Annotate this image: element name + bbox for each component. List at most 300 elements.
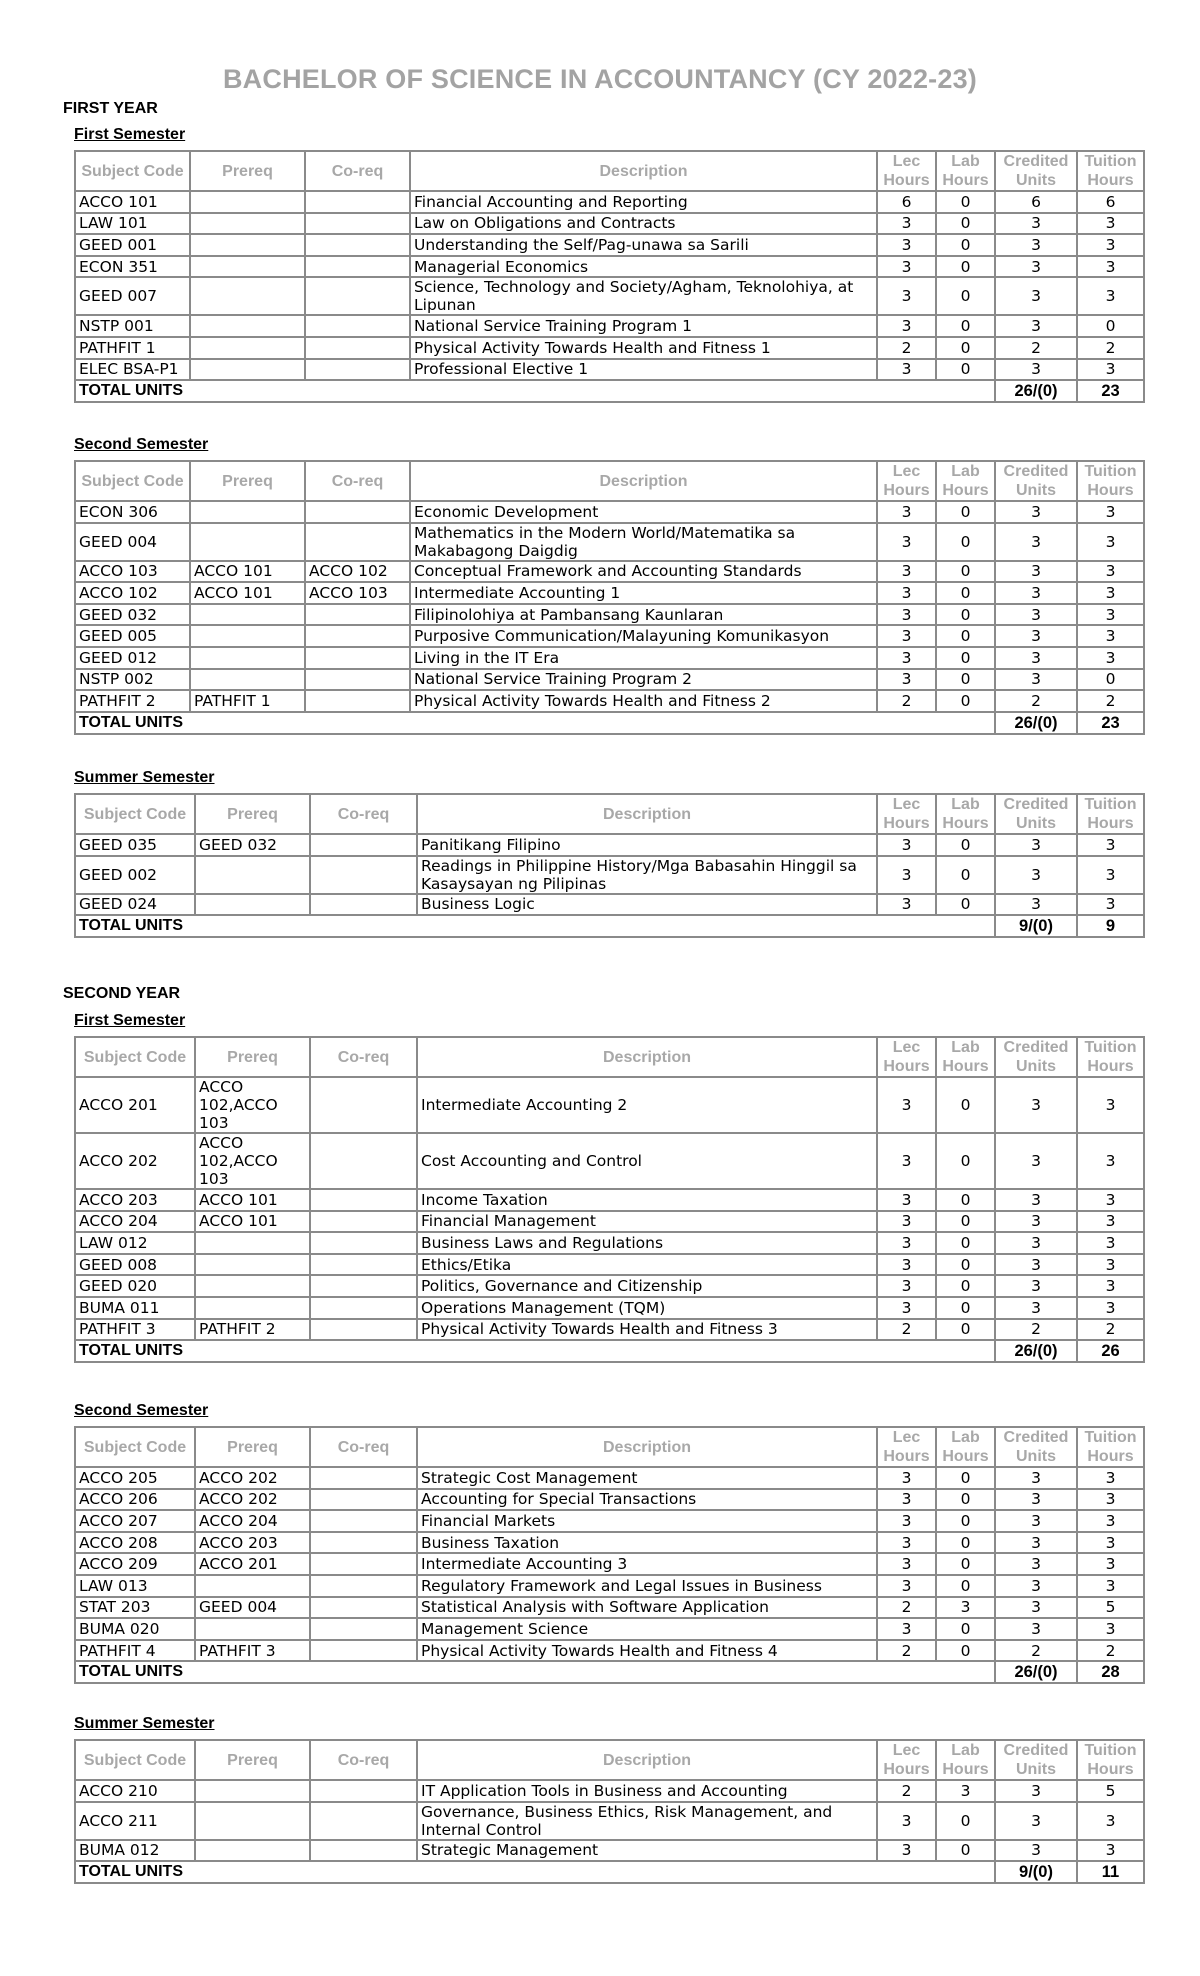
prereq-cell (195, 1802, 310, 1840)
credited-units-cell: 3 (995, 315, 1077, 337)
subject-code-header: Subject Code (75, 461, 190, 501)
description-cell: Ethics/Etika (417, 1254, 877, 1276)
table-row (75, 315, 1144, 337)
lab-hours-cell: 0 (936, 1640, 995, 1662)
subject-code-cell: ECON 306 (75, 501, 190, 523)
lec-hours-cell: 3 (877, 1467, 936, 1489)
coreq-cell (305, 604, 410, 626)
total-units-value: 9/(0) (995, 915, 1077, 937)
table-row (75, 191, 1144, 213)
lab-hours-cell: 0 (936, 1802, 995, 1840)
tuition-hours-header: Tuition Hours (1077, 1037, 1144, 1077)
lab-hours-header: Lab Hours (936, 1740, 995, 1780)
credited-units-cell: 3 (995, 1597, 1077, 1619)
lab-hours-cell: 3 (936, 1780, 995, 1802)
table-row (75, 1510, 1144, 1532)
lec-hours-header: Lec Hours (877, 794, 936, 834)
table-row (75, 337, 1144, 359)
coreq-cell (305, 359, 410, 381)
course-table (74, 793, 1145, 938)
tuition-hours-cell: 3 (1077, 256, 1144, 278)
total-row (75, 1661, 1144, 1683)
prereq-cell (190, 647, 305, 669)
coreq-cell (305, 234, 410, 256)
tuition-hours-cell: 3 (1077, 523, 1144, 561)
subject-code-cell: PATHFIT 2 (75, 690, 190, 712)
credited-units-cell: 3 (995, 234, 1077, 256)
subject-code-cell: STAT 203 (75, 1597, 195, 1619)
semester-heading: Second Semester (74, 1402, 209, 1419)
table-row (75, 690, 1144, 712)
prereq-cell: PATHFIT 2 (195, 1319, 310, 1341)
subject-code-cell: GEED 002 (75, 856, 195, 894)
subject-code-cell: ACCO 204 (75, 1211, 195, 1233)
prereq-cell: ACCO 102,ACCO 103 (195, 1077, 310, 1133)
prereq-cell: ACCO 202 (195, 1489, 310, 1511)
lec-hours-cell: 3 (877, 1510, 936, 1532)
credited-units-cell: 3 (995, 523, 1077, 561)
description-cell: Politics, Governance and Citizenship (417, 1275, 877, 1297)
subject-code-cell: GEED 008 (75, 1254, 195, 1276)
description-cell: National Service Training Program 2 (410, 669, 877, 691)
credited-units-cell: 3 (995, 1297, 1077, 1319)
semester-heading: First Semester (74, 1012, 186, 1029)
prereq-cell: GEED 032 (195, 834, 310, 856)
description-cell: Economic Development (410, 501, 877, 523)
course-table (74, 1426, 1145, 1684)
table-row (75, 1618, 1144, 1640)
lab-hours-cell: 0 (936, 834, 995, 856)
lab-hours-header: Lab Hours (936, 1427, 995, 1467)
prereq-cell: PATHFIT 3 (195, 1640, 310, 1662)
lab-hours-cell: 0 (936, 1319, 995, 1341)
subject-code-cell: ACCO 203 (75, 1189, 195, 1211)
coreq-cell (310, 1553, 417, 1575)
tuition-hours-cell: 3 (1077, 1133, 1144, 1189)
total-row (75, 915, 1144, 937)
prereq-cell: ACCO 101 (195, 1211, 310, 1233)
year-heading: SECOND YEAR (63, 985, 181, 1002)
prereq-cell (195, 856, 310, 894)
coreq-cell (310, 1467, 417, 1489)
credited-units-cell: 2 (995, 690, 1077, 712)
tuition-hours-cell: 2 (1077, 1640, 1144, 1662)
table-row (75, 625, 1144, 647)
lec-hours-header: Lec Hours (877, 1037, 936, 1077)
table-row (75, 1489, 1144, 1511)
lab-hours-cell: 0 (936, 1232, 995, 1254)
lec-hours-cell: 3 (877, 1189, 936, 1211)
tuition-hours-header: Tuition Hours (1077, 151, 1144, 191)
description-cell: Income Taxation (417, 1189, 877, 1211)
total-row (75, 1861, 1144, 1883)
credited-units-cell: 3 (995, 277, 1077, 315)
prereq-header: Prereq (190, 151, 305, 191)
coreq-cell (310, 834, 417, 856)
credited-units-cell: 3 (995, 1189, 1077, 1211)
table-row (75, 1575, 1144, 1597)
table-row (75, 1780, 1144, 1802)
prereq-cell (195, 1780, 310, 1802)
table-header-row (75, 151, 1144, 191)
total-units-label: TOTAL UNITS (75, 915, 995, 937)
lec-hours-cell: 3 (877, 1275, 936, 1297)
lec-hours-cell: 3 (877, 523, 936, 561)
lec-hours-cell: 3 (877, 1077, 936, 1133)
subject-code-cell: ACCO 103 (75, 561, 190, 583)
subject-code-cell: BUMA 012 (75, 1840, 195, 1862)
prereq-cell (190, 523, 305, 561)
coreq-cell (310, 856, 417, 894)
coreq-cell (310, 1840, 417, 1862)
subject-code-cell: NSTP 001 (75, 315, 190, 337)
subject-code-cell: LAW 013 (75, 1575, 195, 1597)
prereq-cell (190, 625, 305, 647)
prereq-cell: ACCO 204 (195, 1510, 310, 1532)
lec-hours-cell: 3 (877, 894, 936, 916)
credited-units-cell: 3 (995, 1254, 1077, 1276)
table-row (75, 256, 1144, 278)
credited-units-cell: 3 (995, 256, 1077, 278)
description-cell: Intermediate Accounting 3 (417, 1553, 877, 1575)
description-cell: Physical Activity Towards Health and Fitness 1 (410, 337, 877, 359)
table-row (75, 1211, 1144, 1233)
lab-hours-cell: 0 (936, 213, 995, 235)
description-cell: Conceptual Framework and Accounting Standards (410, 561, 877, 583)
tuition-hours-cell: 3 (1077, 1297, 1144, 1319)
credited-units-header: Credited Units (995, 1740, 1077, 1780)
prereq-cell (190, 191, 305, 213)
credited-units-cell: 3 (995, 213, 1077, 235)
coreq-cell (310, 1319, 417, 1341)
credited-units-cell: 3 (995, 561, 1077, 583)
credited-units-cell: 3 (995, 1575, 1077, 1597)
credited-units-cell: 3 (995, 1275, 1077, 1297)
lab-hours-cell: 0 (936, 669, 995, 691)
lec-hours-cell: 3 (877, 277, 936, 315)
table-row (75, 1597, 1144, 1619)
prereq-cell: GEED 004 (195, 1597, 310, 1619)
description-header: Description (417, 1740, 877, 1780)
prereq-cell (190, 669, 305, 691)
lab-hours-cell: 0 (936, 561, 995, 583)
subject-code-cell: BUMA 011 (75, 1297, 195, 1319)
prereq-cell (190, 604, 305, 626)
total-units-label: TOTAL UNITS (75, 380, 995, 402)
tuition-hours-header: Tuition Hours (1077, 794, 1144, 834)
tuition-hours-cell: 3 (1077, 1553, 1144, 1575)
lab-hours-cell: 0 (936, 1133, 995, 1189)
lab-hours-cell: 0 (936, 1553, 995, 1575)
prereq-cell (190, 256, 305, 278)
credited-units-header: Credited Units (995, 461, 1077, 501)
lec-hours-cell: 3 (877, 1553, 936, 1575)
tuition-hours-cell: 3 (1077, 277, 1144, 315)
credited-units-cell: 3 (995, 1133, 1077, 1189)
subject-code-cell: GEED 032 (75, 604, 190, 626)
coreq-cell (305, 523, 410, 561)
coreq-cell (305, 625, 410, 647)
tuition-hours-cell: 3 (1077, 647, 1144, 669)
subject-code-cell: GEED 012 (75, 647, 190, 669)
credited-units-header: Credited Units (995, 1427, 1077, 1467)
lab-hours-cell: 0 (936, 582, 995, 604)
total-hours-value: 11 (1077, 1861, 1144, 1883)
subject-code-cell: GEED 004 (75, 523, 190, 561)
total-hours-value: 26 (1077, 1340, 1144, 1362)
tuition-hours-cell: 3 (1077, 1275, 1144, 1297)
total-units-label: TOTAL UNITS (75, 1340, 995, 1362)
lab-hours-cell: 0 (936, 191, 995, 213)
description-cell: Intermediate Accounting 1 (410, 582, 877, 604)
tuition-hours-cell: 3 (1077, 1618, 1144, 1640)
description-header: Description (417, 1427, 877, 1467)
subject-code-cell: PATHFIT 4 (75, 1640, 195, 1662)
total-row (75, 380, 1144, 402)
lec-hours-cell: 2 (877, 690, 936, 712)
prereq-cell (190, 501, 305, 523)
lec-hours-cell: 2 (877, 1319, 936, 1341)
prereq-cell (190, 213, 305, 235)
coreq-cell (310, 1232, 417, 1254)
coreq-cell (310, 894, 417, 916)
lec-hours-cell: 3 (877, 604, 936, 626)
coreq-cell (310, 1211, 417, 1233)
description-cell: Regulatory Framework and Legal Issues in Business (417, 1575, 877, 1597)
table-row (75, 856, 1144, 894)
description-cell: Mathematics in the Modern World/Matematika sa Makabagong Daigdig (410, 523, 877, 561)
subject-code-cell: ACCO 101 (75, 191, 190, 213)
table-row (75, 523, 1144, 561)
lab-hours-cell: 0 (936, 1189, 995, 1211)
table-row (75, 1189, 1144, 1211)
description-cell: National Service Training Program 1 (410, 315, 877, 337)
lab-hours-cell: 0 (936, 523, 995, 561)
description-cell: Financial Management (417, 1211, 877, 1233)
tuition-hours-cell: 3 (1077, 582, 1144, 604)
credited-units-cell: 3 (995, 647, 1077, 669)
description-cell: Financial Markets (417, 1510, 877, 1532)
lab-hours-cell: 0 (936, 604, 995, 626)
description-header: Description (417, 794, 877, 834)
lec-hours-cell: 3 (877, 1802, 936, 1840)
lec-hours-cell: 2 (877, 337, 936, 359)
semester-heading: Second Semester (74, 436, 209, 453)
lec-hours-cell: 3 (877, 561, 936, 583)
tuition-hours-cell: 3 (1077, 834, 1144, 856)
lec-hours-cell: 2 (877, 1640, 936, 1662)
lec-hours-header: Lec Hours (877, 461, 936, 501)
prereq-header: Prereq (195, 1740, 310, 1780)
table-row (75, 1232, 1144, 1254)
lec-hours-header: Lec Hours (877, 1740, 936, 1780)
table-row (75, 582, 1144, 604)
lab-hours-cell: 0 (936, 856, 995, 894)
prereq-header: Prereq (195, 794, 310, 834)
tuition-hours-cell: 3 (1077, 604, 1144, 626)
description-cell: Business Logic (417, 894, 877, 916)
coreq-header: Co-req (310, 1037, 417, 1077)
tuition-hours-cell: 3 (1077, 359, 1144, 381)
total-hours-value: 23 (1077, 712, 1144, 734)
tuition-hours-header: Tuition Hours (1077, 1740, 1144, 1780)
subject-code-cell: ECON 351 (75, 256, 190, 278)
lec-hours-cell: 3 (877, 1211, 936, 1233)
prereq-cell: ACCO 203 (195, 1532, 310, 1554)
subject-code-cell: GEED 035 (75, 834, 195, 856)
credited-units-cell: 3 (995, 1510, 1077, 1532)
lec-hours-cell: 3 (877, 669, 936, 691)
coreq-cell: ACCO 102 (305, 561, 410, 583)
total-row (75, 1340, 1144, 1362)
prereq-cell (190, 277, 305, 315)
credited-units-cell: 3 (995, 856, 1077, 894)
table-row (75, 1640, 1144, 1662)
tuition-hours-cell: 3 (1077, 1575, 1144, 1597)
prereq-header: Prereq (195, 1037, 310, 1077)
description-cell: Readings in Philippine History/Mga Babasahin Hinggil sa Kasaysayan ng Pilipinas (417, 856, 877, 894)
credited-units-header: Credited Units (995, 794, 1077, 834)
coreq-cell (310, 1532, 417, 1554)
description-header: Description (410, 151, 877, 191)
subject-code-cell: GEED 001 (75, 234, 190, 256)
tuition-hours-cell: 3 (1077, 1189, 1144, 1211)
tuition-hours-cell: 3 (1077, 561, 1144, 583)
coreq-cell (305, 669, 410, 691)
tuition-hours-cell: 2 (1077, 690, 1144, 712)
subject-code-header: Subject Code (75, 1740, 195, 1780)
subject-code-cell: ACCO 206 (75, 1489, 195, 1511)
tuition-hours-cell: 3 (1077, 234, 1144, 256)
lab-hours-header: Lab Hours (936, 151, 995, 191)
prereq-cell (190, 234, 305, 256)
subject-code-cell: PATHFIT 1 (75, 337, 190, 359)
table-header-row (75, 794, 1144, 834)
course-table (74, 1036, 1145, 1363)
credited-units-cell: 3 (995, 359, 1077, 381)
lab-hours-cell: 0 (936, 647, 995, 669)
table-row (75, 669, 1144, 691)
lec-hours-cell: 3 (877, 625, 936, 647)
lec-hours-cell: 3 (877, 1232, 936, 1254)
credited-units-cell: 3 (995, 1532, 1077, 1554)
semester-heading: Summer Semester (74, 769, 215, 786)
description-cell: Managerial Economics (410, 256, 877, 278)
tuition-hours-cell: 3 (1077, 213, 1144, 235)
coreq-cell (310, 1189, 417, 1211)
lab-hours-cell: 0 (936, 1275, 995, 1297)
credited-units-header: Credited Units (995, 151, 1077, 191)
description-cell: Strategic Management (417, 1840, 877, 1862)
description-cell: Strategic Cost Management (417, 1467, 877, 1489)
description-cell: Physical Activity Towards Health and Fitness 2 (410, 690, 877, 712)
prereq-cell (195, 1297, 310, 1319)
total-units-label: TOTAL UNITS (75, 712, 995, 734)
description-cell: Physical Activity Towards Health and Fitness 4 (417, 1640, 877, 1662)
lab-hours-cell: 3 (936, 1597, 995, 1619)
credited-units-cell: 3 (995, 1232, 1077, 1254)
prereq-cell: ACCO 101 (190, 561, 305, 583)
lab-hours-cell: 0 (936, 1254, 995, 1276)
table-row (75, 1254, 1144, 1276)
subject-code-cell: GEED 007 (75, 277, 190, 315)
lab-hours-cell: 0 (936, 277, 995, 315)
tuition-hours-cell: 5 (1077, 1780, 1144, 1802)
lab-hours-cell: 0 (936, 1467, 995, 1489)
total-units-label: TOTAL UNITS (75, 1661, 995, 1683)
lec-hours-cell: 3 (877, 834, 936, 856)
credited-units-header: Credited Units (995, 1037, 1077, 1077)
lab-hours-header: Lab Hours (936, 1037, 995, 1077)
coreq-cell (310, 1597, 417, 1619)
tuition-hours-cell: 3 (1077, 1510, 1144, 1532)
lab-hours-cell: 0 (936, 1211, 995, 1233)
lab-hours-cell: 0 (936, 359, 995, 381)
credited-units-cell: 2 (995, 1319, 1077, 1341)
coreq-cell (310, 1254, 417, 1276)
tuition-hours-cell: 2 (1077, 337, 1144, 359)
lab-hours-cell: 0 (936, 1297, 995, 1319)
description-cell: Law on Obligations and Contracts (410, 213, 877, 235)
lec-hours-cell: 3 (877, 501, 936, 523)
subject-code-cell: GEED 005 (75, 625, 190, 647)
table-row (75, 1553, 1144, 1575)
credited-units-cell: 3 (995, 625, 1077, 647)
coreq-cell (310, 1640, 417, 1662)
coreq-cell (305, 277, 410, 315)
coreq-cell (310, 1297, 417, 1319)
lec-hours-cell: 3 (877, 647, 936, 669)
credited-units-cell: 3 (995, 604, 1077, 626)
table-row (75, 834, 1144, 856)
description-cell: Professional Elective 1 (410, 359, 877, 381)
description-cell: Science, Technology and Society/Agham, Teknolohiya, at Lipunan (410, 277, 877, 315)
tuition-hours-header: Tuition Hours (1077, 461, 1144, 501)
subject-code-header: Subject Code (75, 151, 190, 191)
tuition-hours-cell: 0 (1077, 315, 1144, 337)
description-cell: Governance, Business Ethics, Risk Management, and Internal Control (417, 1802, 877, 1840)
description-cell: Accounting for Special Transactions (417, 1489, 877, 1511)
tuition-hours-cell: 3 (1077, 1532, 1144, 1554)
lec-hours-cell: 3 (877, 1133, 936, 1189)
tuition-hours-cell: 5 (1077, 1597, 1144, 1619)
table-row (75, 1467, 1144, 1489)
credited-units-cell: 3 (995, 669, 1077, 691)
coreq-cell (310, 1077, 417, 1133)
prereq-cell (195, 1232, 310, 1254)
lec-hours-cell: 6 (877, 191, 936, 213)
tuition-hours-cell: 3 (1077, 1232, 1144, 1254)
lab-hours-cell: 0 (936, 1840, 995, 1862)
subject-code-cell: NSTP 002 (75, 669, 190, 691)
table-header-row (75, 1740, 1144, 1780)
credited-units-cell: 3 (995, 501, 1077, 523)
subject-code-cell: ACCO 205 (75, 1467, 195, 1489)
total-hours-value: 28 (1077, 1661, 1144, 1683)
coreq-header: Co-req (310, 1427, 417, 1467)
lec-hours-cell: 3 (877, 1618, 936, 1640)
tuition-hours-cell: 3 (1077, 1840, 1144, 1862)
credited-units-cell: 3 (995, 1840, 1077, 1862)
coreq-cell (310, 1780, 417, 1802)
table-row (75, 604, 1144, 626)
description-cell: Business Taxation (417, 1532, 877, 1554)
lec-hours-cell: 2 (877, 1780, 936, 1802)
subject-code-cell: ACCO 208 (75, 1532, 195, 1554)
coreq-header: Co-req (310, 1740, 417, 1780)
credited-units-cell: 3 (995, 1467, 1077, 1489)
prereq-cell: ACCO 102,ACCO 103 (195, 1133, 310, 1189)
